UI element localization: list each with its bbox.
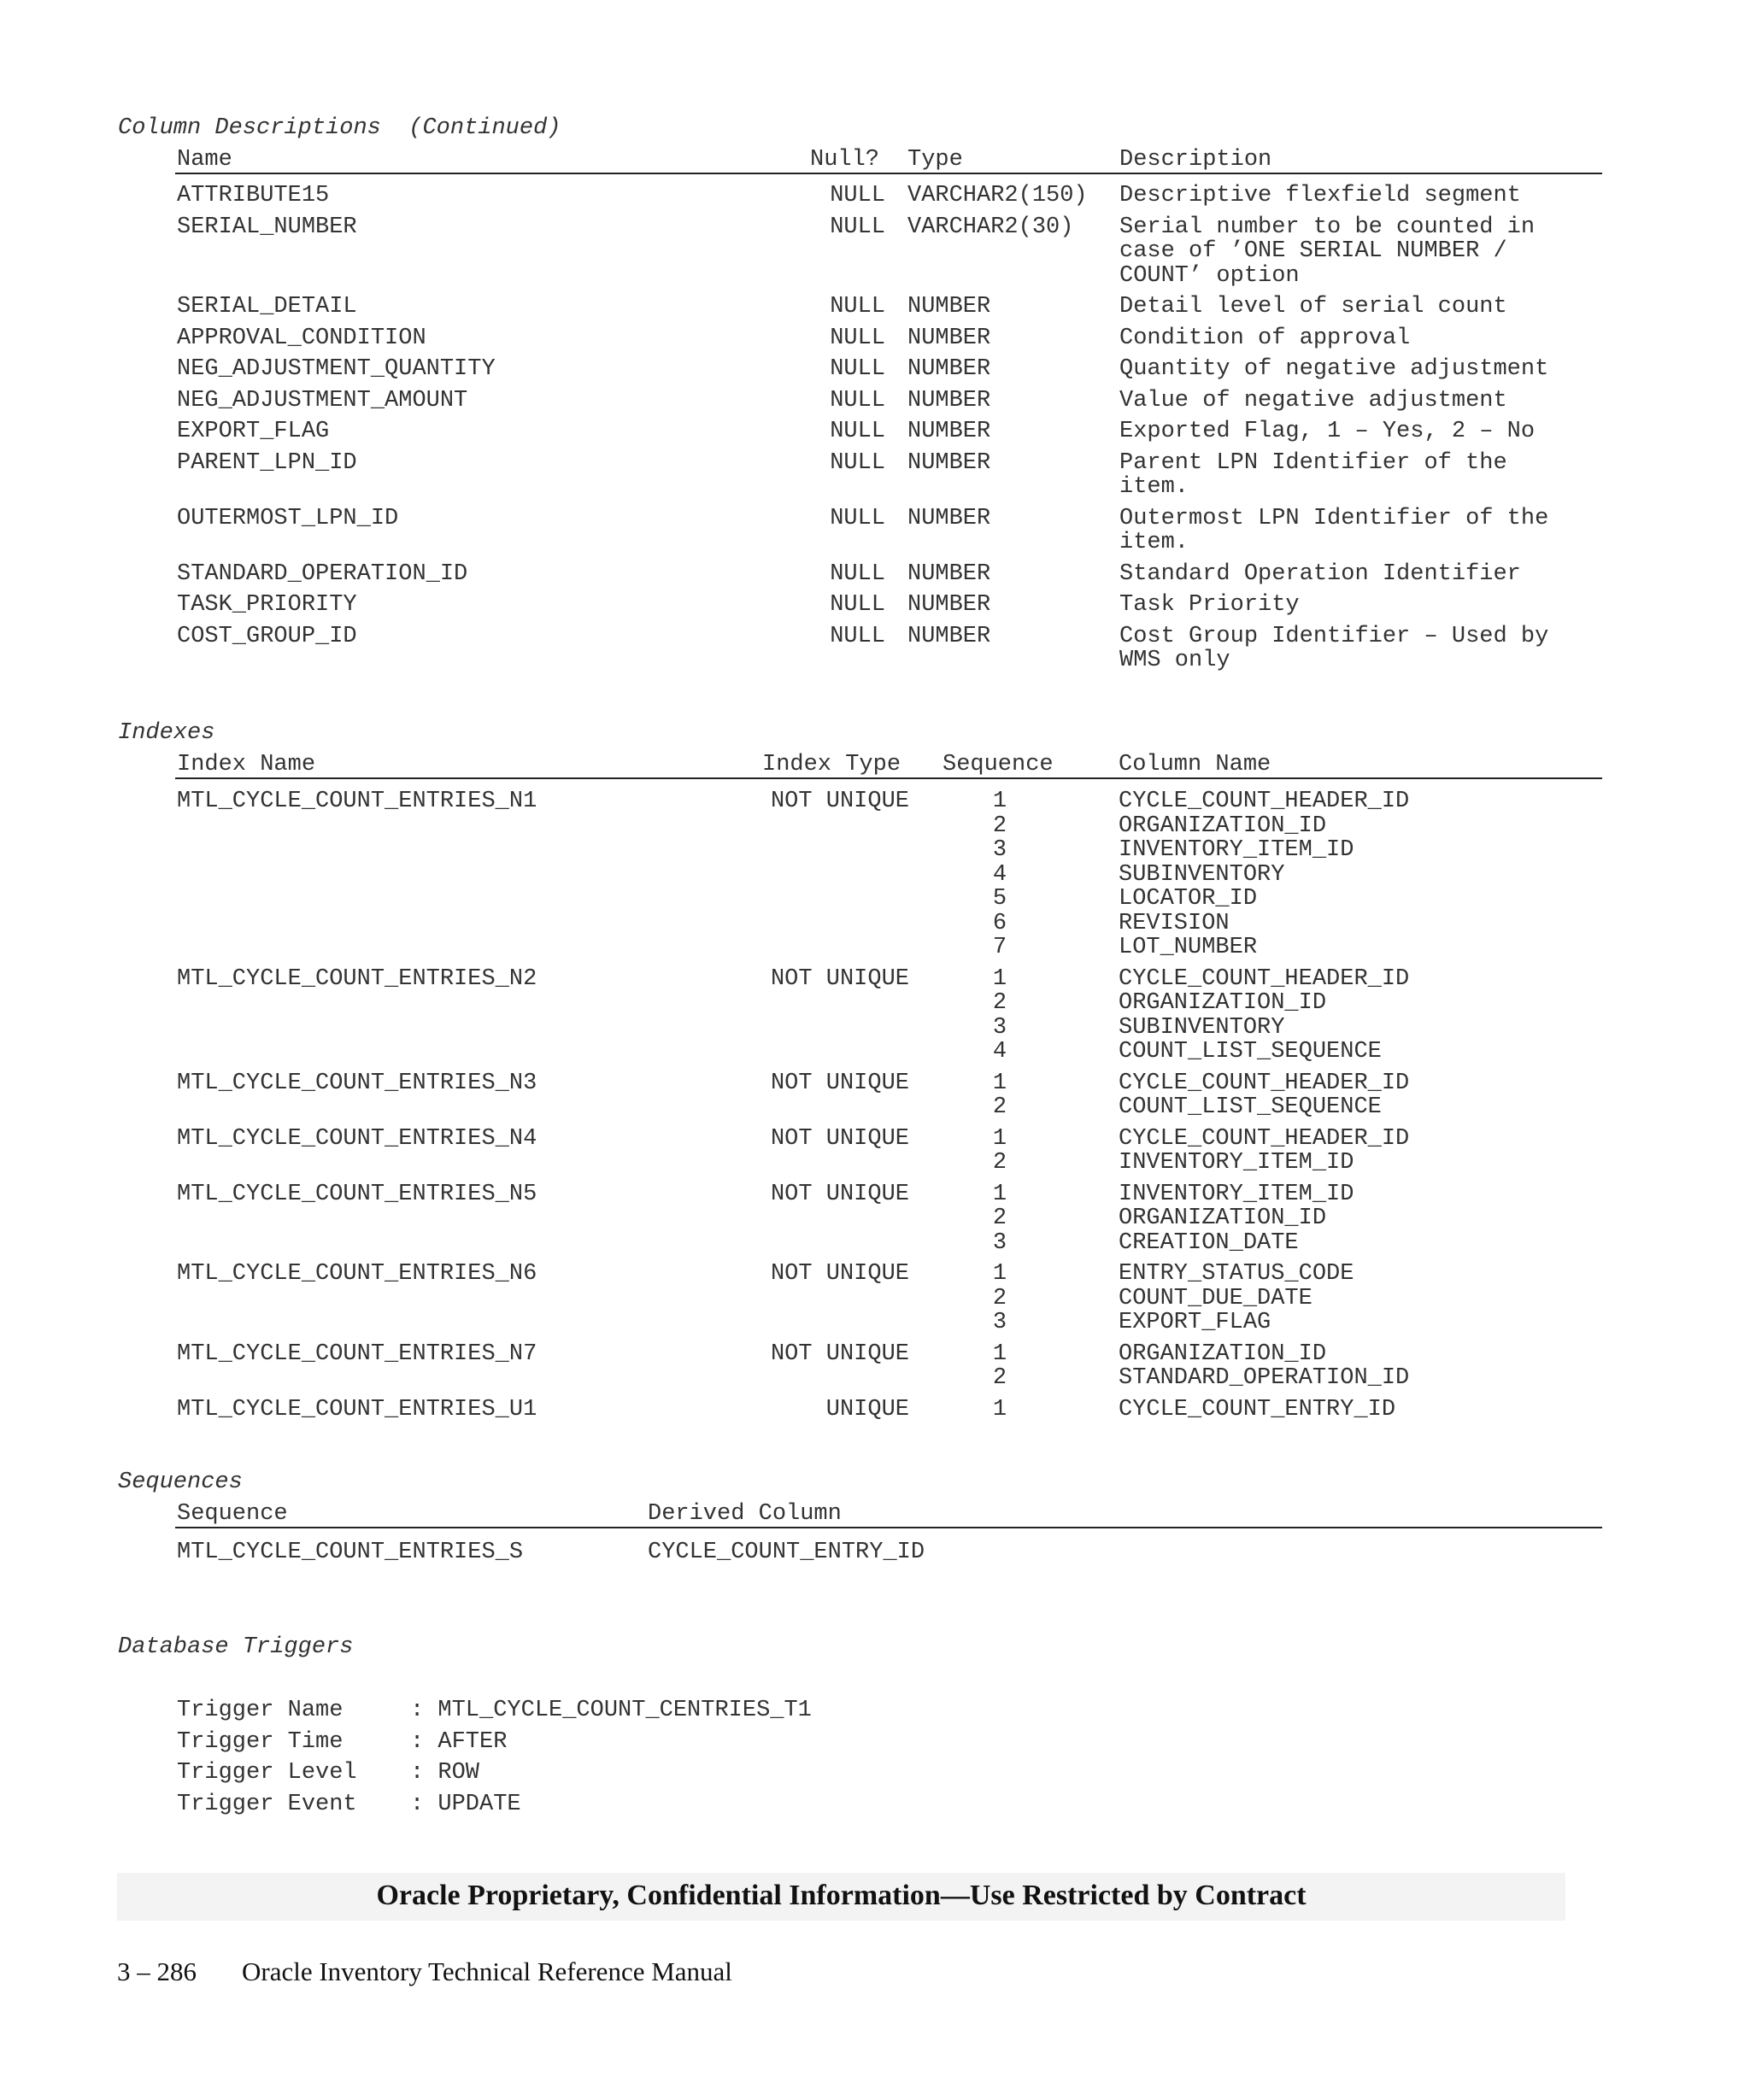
column-name-cell: COST_GROUP_ID — [177, 623, 357, 649]
index-type-cell: NOT UNIQUE — [770, 1181, 909, 1207]
index-column-name: CYCLE_COUNT_HEADER_ID — [1119, 1125, 1410, 1152]
description-line: Task Priority — [1119, 592, 1300, 618]
type-cell: NUMBER — [907, 294, 991, 320]
index-column-name: ORGANIZATION_ID — [1119, 1340, 1327, 1367]
sequence-number: 2 — [992, 1365, 1007, 1391]
derived-column-cell: CYCLE_COUNT_ENTRY_ID — [648, 1540, 925, 1565]
index-name-cell: MTL_CYCLE_COUNT_ENTRIES_U1 — [177, 1396, 537, 1422]
index-column-name: SUBINVENTORY — [1119, 861, 1285, 888]
type-cell: VARCHAR2(150) — [907, 183, 1088, 208]
sequence-number: 2 — [992, 1285, 1007, 1311]
null-cell: NULL — [830, 623, 885, 649]
header-null: Null? — [810, 147, 880, 173]
header-type: Type — [907, 147, 963, 173]
index-type-cell: NOT UNIQUE — [770, 965, 909, 992]
description-line: Quantity of negative adjustment — [1119, 356, 1549, 382]
trigger-label: Trigger Time — [177, 1728, 344, 1755]
index-column-name: LOCATOR_ID — [1119, 886, 1258, 912]
index-type-cell: UNIQUE — [825, 1396, 909, 1422]
sequence-number: 1 — [992, 1396, 1007, 1422]
description-line: Value of negative adjustment — [1119, 387, 1507, 414]
null-cell: NULL — [830, 560, 885, 587]
sequence-number: 4 — [992, 1039, 1007, 1065]
index-name-cell: MTL_CYCLE_COUNT_ENTRIES_N5 — [177, 1181, 537, 1207]
description-line: Detail level of serial count — [1119, 294, 1507, 320]
sequence-number: 1 — [992, 1261, 1007, 1287]
index-column-name: INVENTORY_ITEM_ID — [1119, 1150, 1354, 1176]
sequences-header-rule — [175, 1527, 1602, 1528]
column-name-cell: APPROVAL_CONDITION — [177, 325, 426, 351]
column-name-cell: NEG_ADJUSTMENT_AMOUNT — [177, 387, 468, 414]
sequence-number: 3 — [992, 1014, 1007, 1041]
header-sequence: Sequence — [943, 752, 1054, 777]
sequence-number: 1 — [992, 1125, 1007, 1152]
description-line: Outermost LPN Identifier of the — [1119, 505, 1549, 531]
column-name-cell: NEG_ADJUSTMENT_QUANTITY — [177, 356, 496, 382]
trigger-value: : UPDATE — [410, 1791, 521, 1817]
index-column-name: SUBINVENTORY — [1119, 1014, 1285, 1041]
sequence-number: 1 — [992, 965, 1007, 992]
trigger-label: Trigger Event — [177, 1791, 357, 1817]
null-cell: NULL — [830, 183, 885, 208]
description-line: Parent LPN Identifier of the — [1119, 449, 1507, 476]
null-cell: NULL — [830, 387, 885, 414]
database-triggers-title: Database Triggers — [118, 1634, 354, 1660]
trigger-value: : MTL_CYCLE_COUNT_CENTRIES_T1 — [410, 1698, 812, 1723]
description-line: WMS only — [1119, 648, 1230, 673]
sequence-number: 5 — [992, 886, 1007, 912]
description-line: Condition of approval — [1119, 325, 1411, 351]
null-cell: NULL — [830, 592, 885, 618]
type-cell: NUMBER — [907, 505, 991, 531]
sequence-number: 3 — [992, 1229, 1007, 1256]
index-column-name: CYCLE_COUNT_ENTRY_ID — [1119, 1396, 1396, 1422]
index-type-cell: NOT UNIQUE — [770, 1070, 909, 1096]
description-line: case of ’ONE SERIAL NUMBER / — [1119, 238, 1507, 264]
trigger-value: : AFTER — [410, 1728, 508, 1755]
type-cell: NUMBER — [907, 560, 991, 587]
index-column-name: COUNT_DUE_DATE — [1119, 1285, 1312, 1311]
index-type-cell: NOT UNIQUE — [770, 1261, 909, 1287]
index-column-name: CYCLE_COUNT_HEADER_ID — [1119, 1070, 1410, 1096]
trigger-value: : ROW — [410, 1760, 480, 1786]
index-name-cell: MTL_CYCLE_COUNT_ENTRIES_N7 — [177, 1340, 537, 1367]
column-name-cell: SERIAL_DETAIL — [177, 294, 357, 320]
trigger-label: Trigger Level — [177, 1760, 357, 1786]
sequence-number: 1 — [992, 789, 1007, 814]
index-column-name: CYCLE_COUNT_HEADER_ID — [1119, 965, 1410, 992]
columns-header-rule — [175, 173, 1602, 174]
confidential-notice: Oracle Proprietary, Confidential Information––Use Restricted by Contract — [376, 1880, 1307, 1911]
index-column-name: LOT_NUMBER — [1119, 935, 1258, 960]
type-cell: NUMBER — [907, 449, 991, 476]
sequence-number: 3 — [992, 837, 1007, 863]
type-cell: NUMBER — [907, 356, 991, 382]
sequence-number: 7 — [992, 935, 1007, 960]
index-column-name: STANDARD_OPERATION_ID — [1119, 1365, 1410, 1391]
sequence-number: 2 — [992, 1094, 1007, 1120]
index-column-name: ORGANIZATION_ID — [1119, 1205, 1327, 1231]
index-column-name: COUNT_LIST_SEQUENCE — [1119, 1039, 1382, 1065]
null-cell: NULL — [830, 356, 885, 382]
confidential-banner — [117, 1873, 1565, 1921]
description-line: COUNT’ option — [1119, 262, 1300, 289]
column-name-cell: SERIAL_NUMBER — [177, 214, 357, 240]
null-cell: NULL — [830, 214, 885, 240]
index-type-cell: NOT UNIQUE — [770, 789, 909, 814]
index-column-name: INVENTORY_ITEM_ID — [1119, 837, 1354, 863]
header-name: Name — [177, 147, 232, 173]
column-name-cell: STANDARD_OPERATION_ID — [177, 560, 468, 587]
type-cell: NUMBER — [907, 623, 991, 649]
sequence-number: 1 — [992, 1340, 1007, 1367]
index-name-cell: MTL_CYCLE_COUNT_ENTRIES_N3 — [177, 1070, 537, 1096]
index-column-name: ORGANIZATION_ID — [1119, 812, 1327, 839]
index-column-name: EXPORT_FLAG — [1119, 1310, 1271, 1335]
description-line: Serial number to be counted in — [1119, 214, 1536, 240]
header-derived-column: Derived Column — [648, 1501, 842, 1527]
index-column-name: ORGANIZATION_ID — [1119, 990, 1327, 1016]
index-name-cell: MTL_CYCLE_COUNT_ENTRIES_N6 — [177, 1261, 537, 1287]
sequence-number: 3 — [992, 1310, 1007, 1335]
type-cell: NUMBER — [907, 592, 991, 618]
index-name-cell: MTL_CYCLE_COUNT_ENTRIES_N2 — [177, 965, 537, 992]
index-column-name: INVENTORY_ITEM_ID — [1119, 1181, 1354, 1207]
column-name-cell: PARENT_LPN_ID — [177, 449, 357, 476]
column-name-cell: OUTERMOST_LPN_ID — [177, 505, 399, 531]
sequence-number: 4 — [992, 861, 1007, 888]
type-cell: NUMBER — [907, 387, 991, 414]
description-line: Cost Group Identifier – Used by — [1119, 623, 1549, 649]
sequence-number: 2 — [992, 990, 1007, 1016]
sequence-number: 6 — [992, 910, 1007, 936]
column-name-cell: EXPORT_FLAG — [177, 419, 330, 444]
index-column-name: COUNT_LIST_SEQUENCE — [1119, 1094, 1382, 1120]
index-name-cell: MTL_CYCLE_COUNT_ENTRIES_N4 — [177, 1125, 537, 1152]
indexes-title: Indexes — [118, 720, 215, 746]
index-type-cell: NOT UNIQUE — [770, 1125, 909, 1152]
column-name-cell: TASK_PRIORITY — [177, 592, 357, 618]
description-line: Standard Operation Identifier — [1119, 560, 1521, 587]
sequences-title: Sequences — [118, 1469, 243, 1495]
header-index-type: Index Type — [762, 752, 901, 777]
header-sequence-name: Sequence — [177, 1501, 288, 1527]
type-cell: VARCHAR2(30) — [907, 214, 1074, 240]
type-cell: NUMBER — [907, 325, 991, 351]
null-cell: NULL — [830, 419, 885, 444]
header-description: Description — [1119, 147, 1272, 173]
header-index-name: Index Name — [177, 752, 316, 777]
description-line: Descriptive flexfield segment — [1119, 183, 1521, 208]
sequence-number: 1 — [992, 1070, 1007, 1096]
page-number: 3 – 286 — [117, 1956, 197, 1986]
null-cell: NULL — [830, 449, 885, 476]
index-column-name: ENTRY_STATUS_CODE — [1119, 1261, 1354, 1287]
trigger-label: Trigger Name — [177, 1698, 344, 1723]
sequence-number: 2 — [992, 1150, 1007, 1176]
index-column-name: REVISION — [1119, 910, 1230, 936]
null-cell: NULL — [830, 325, 885, 351]
column-name-cell: ATTRIBUTE15 — [177, 183, 330, 208]
sequence-number: 1 — [992, 1181, 1007, 1207]
type-cell: NUMBER — [907, 419, 991, 444]
null-cell: NULL — [830, 505, 885, 531]
description-line: item. — [1119, 474, 1189, 500]
column-descriptions-title: Column Descriptions (Continued) — [118, 115, 561, 141]
null-cell: NULL — [830, 294, 885, 320]
description-line: item. — [1119, 530, 1189, 555]
sequence-number: 2 — [992, 1205, 1007, 1231]
index-type-cell: NOT UNIQUE — [770, 1340, 909, 1367]
description-line: Exported Flag, 1 – Yes, 2 – No — [1119, 419, 1536, 444]
header-column-name: Column Name — [1119, 752, 1271, 777]
index-name-cell: MTL_CYCLE_COUNT_ENTRIES_N1 — [177, 789, 537, 814]
index-column-name: CREATION_DATE — [1119, 1229, 1299, 1256]
indexes-header-rule — [175, 777, 1602, 779]
manual-title: Oracle Inventory Technical Reference Manual — [242, 1956, 732, 1986]
sequence-name-cell: MTL_CYCLE_COUNT_ENTRIES_S — [177, 1540, 524, 1565]
index-column-name: CYCLE_COUNT_HEADER_ID — [1119, 789, 1410, 814]
sequence-number: 2 — [992, 812, 1007, 839]
